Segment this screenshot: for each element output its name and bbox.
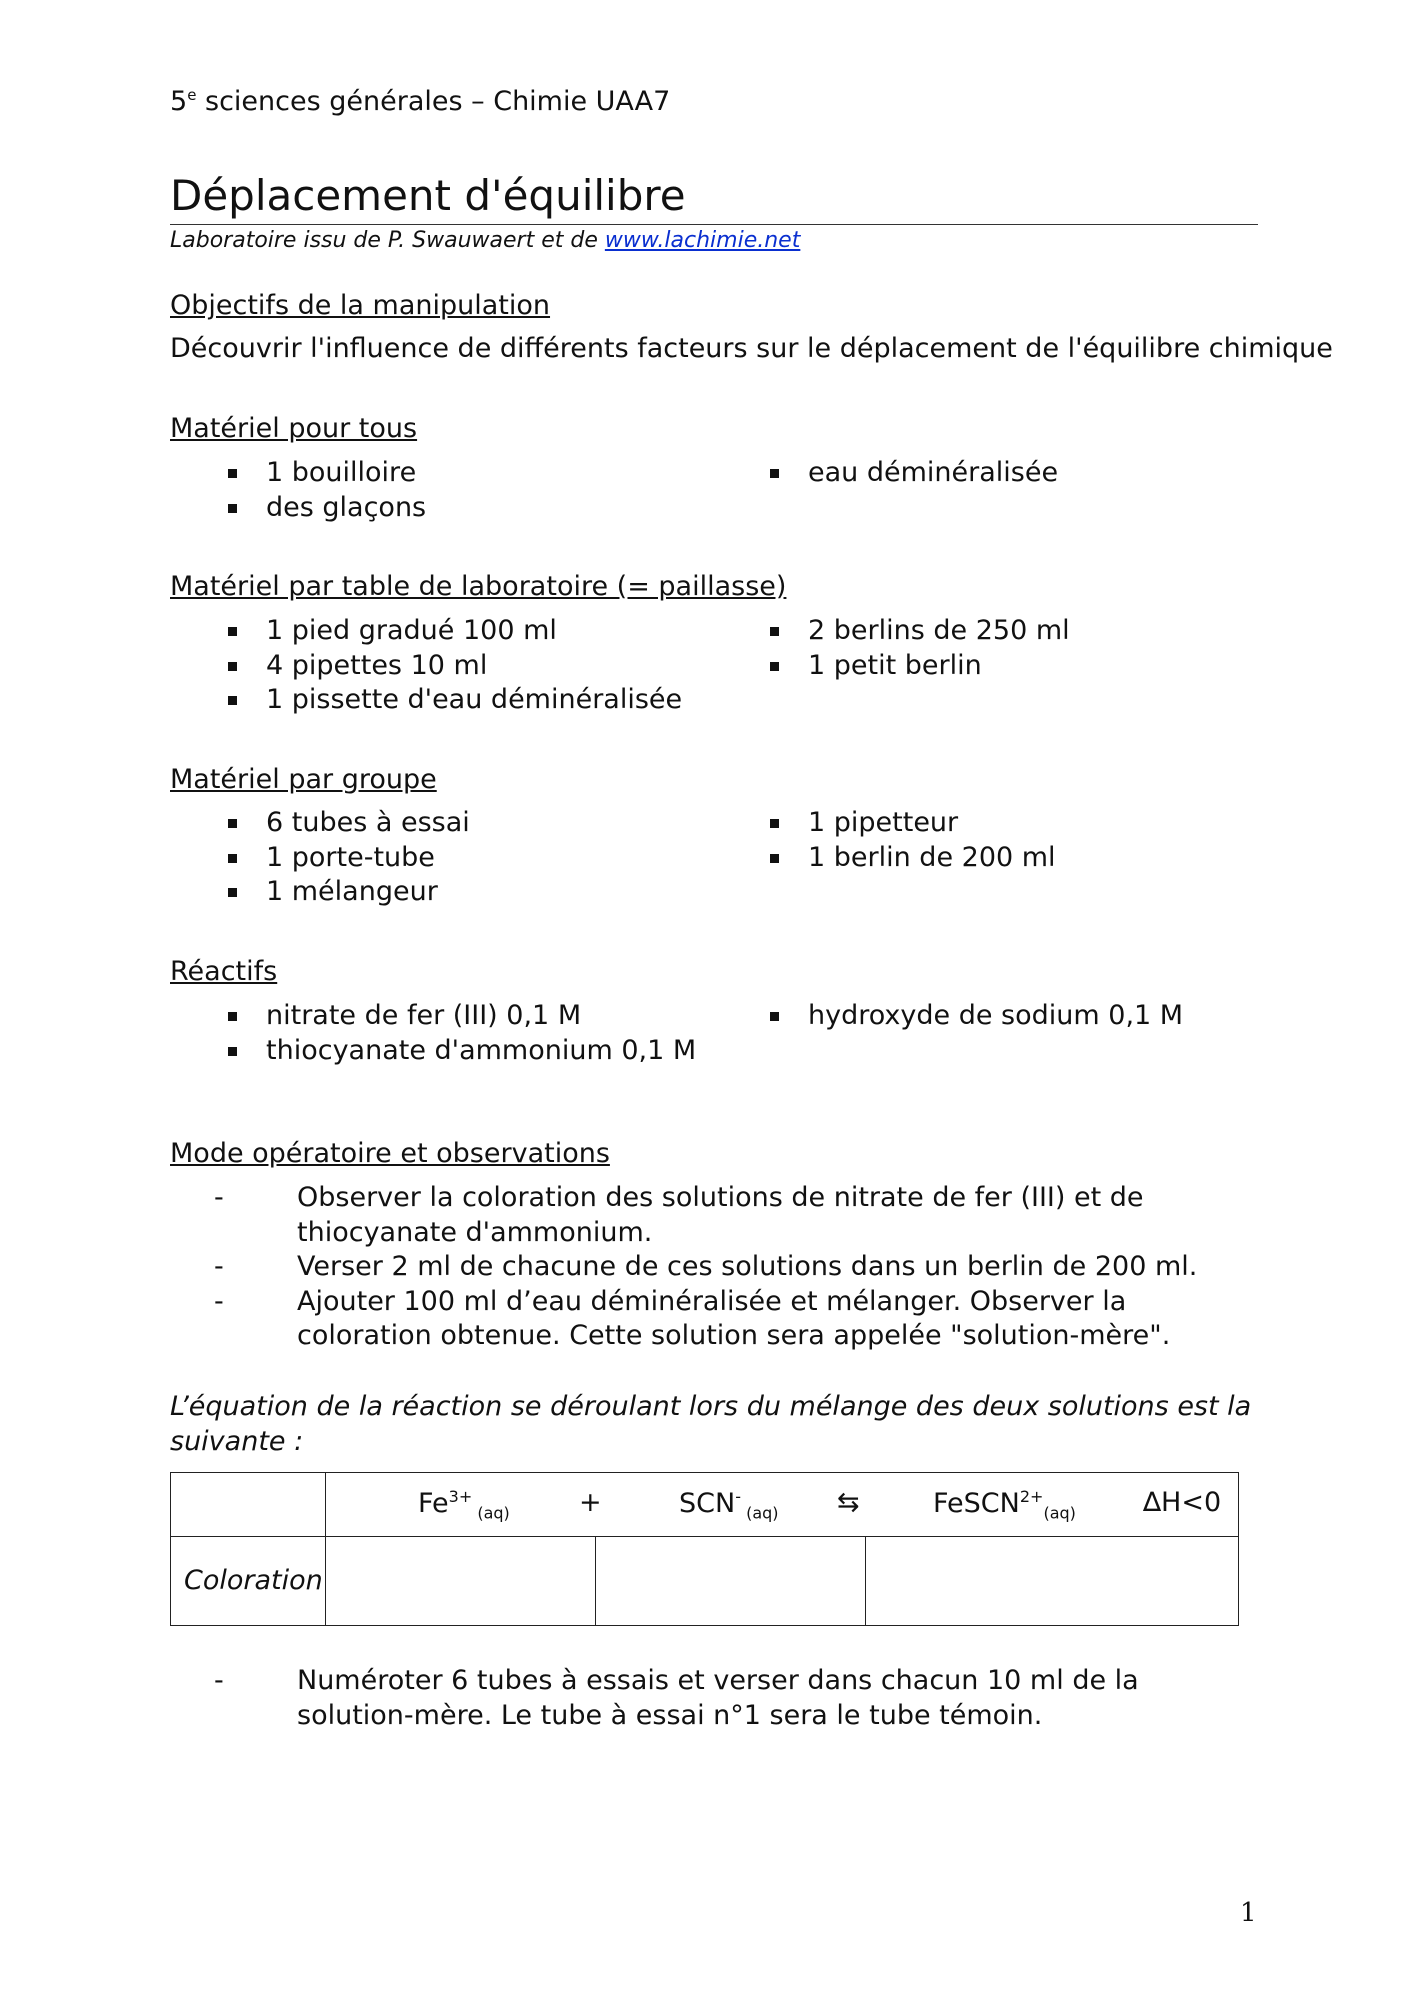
equation-reactant-fe: $Fe^{3+}$ $_{(aq)}$ bbox=[418, 1487, 510, 1523]
reactifs-left bbox=[226, 999, 696, 1068]
list-item: thiocyanate d'ammonium 0,1 M bbox=[226, 1034, 696, 1069]
list-item: - Ajouter 100 ml d’eau déminéralisée et mélanger. Observer la coloration obtenue. Cette solution sera appelée "solution-mère". bbox=[214, 1285, 1171, 1351]
coloration-label: Coloration bbox=[184, 1565, 323, 1596]
list-item: 1 berlin de 200 ml bbox=[768, 841, 1056, 876]
materiel-groupe-right bbox=[768, 806, 1056, 875]
list-item: 1 pied gradué 100 ml bbox=[226, 614, 682, 649]
list-item: hydroxyde de sodium 0,1 M bbox=[768, 999, 1183, 1034]
list-item: 1 pissette d'eau déminéralisée bbox=[226, 683, 682, 718]
list-item: eau déminéralisée bbox=[768, 456, 1058, 491]
page-title: Déplacement d'équilibre bbox=[170, 171, 686, 220]
materiel-tous-left bbox=[226, 456, 426, 525]
list-item: 1 bouilloire bbox=[226, 456, 426, 491]
list-item: 6 tubes à essai bbox=[226, 806, 470, 841]
final-step bbox=[170, 1664, 1260, 1733]
list-item: 4 pipettes 10 ml bbox=[226, 649, 682, 684]
equation-plus: + bbox=[579, 1487, 602, 1518]
list-item: 1 petit berlin bbox=[768, 649, 1070, 684]
page-number: 1 bbox=[1240, 1898, 1257, 1928]
list-item: nitrate de fer (III) 0,1 M bbox=[226, 999, 696, 1034]
materiel-groupe-heading: Matériel par groupe bbox=[170, 764, 437, 795]
materiel-tous-heading: Matériel pour tous bbox=[170, 413, 418, 444]
list-item: 1 pipetteur bbox=[768, 806, 1056, 841]
mode-heading: Mode opératoire et observations bbox=[170, 1138, 610, 1169]
equation-table bbox=[170, 1472, 1239, 1626]
equation-enthalpy: ∆H<0 bbox=[1143, 1487, 1222, 1518]
list-item: - Numéroter 6 tubes à essais et verser dans chacun 10 ml de la solution-mère. Le tube à essai n°1 sera le tube témoin. bbox=[214, 1665, 1139, 1731]
list-item: 1 porte-tube bbox=[226, 841, 470, 876]
source-line: Laboratoire issu de P. Swauwaert et de www.lachimie.net bbox=[170, 228, 801, 253]
objectives-text: Découvrir l'influence de différents facteurs sur le déplacement de l'équilibre chimique bbox=[170, 333, 1333, 364]
list-item: - Verser 2 ml de chacune de ces solutions dans un berlin de 200 ml. bbox=[214, 1251, 1198, 1282]
equation-reactant-scn: SCN- $_{(aq)}$ bbox=[679, 1487, 779, 1523]
materiel-table-left bbox=[226, 614, 682, 718]
equilibrium-arrow-icon: ⇆ bbox=[837, 1487, 860, 1518]
title-block bbox=[170, 170, 1258, 225]
list-item: - Observer la coloration des solutions de nitrate de fer (III) et de thiocyanate d'ammonium. bbox=[214, 1182, 1144, 1248]
list-item: 2 berlins de 250 ml bbox=[768, 614, 1070, 649]
mode-steps bbox=[170, 1181, 1260, 1354]
list-item: des glaçons bbox=[226, 491, 426, 526]
materiel-table-heading: Matériel par table de laboratoire (= paillasse) bbox=[170, 571, 787, 602]
reactifs-heading: Réactifs bbox=[170, 956, 278, 987]
equation-intro: L’équation de la réaction se déroulant lors du mélange des deux solutions est la suivante : bbox=[170, 1391, 1252, 1457]
source-link[interactable]: www.lachimie.net bbox=[604, 228, 801, 253]
objectives-heading: Objectifs de la manipulation bbox=[170, 290, 551, 321]
reactifs-right bbox=[768, 999, 1183, 1034]
materiel-groupe-left bbox=[226, 806, 470, 910]
list-item: 1 mélangeur bbox=[226, 875, 470, 910]
equation-product-fescn: FeSCN$^{2+}_{(aq)}$ bbox=[933, 1487, 1076, 1523]
materiel-table-right bbox=[768, 614, 1070, 683]
materiel-tous-right bbox=[768, 456, 1058, 491]
page-header: 5e sciences générales – Chimie UAA7 bbox=[170, 86, 671, 117]
